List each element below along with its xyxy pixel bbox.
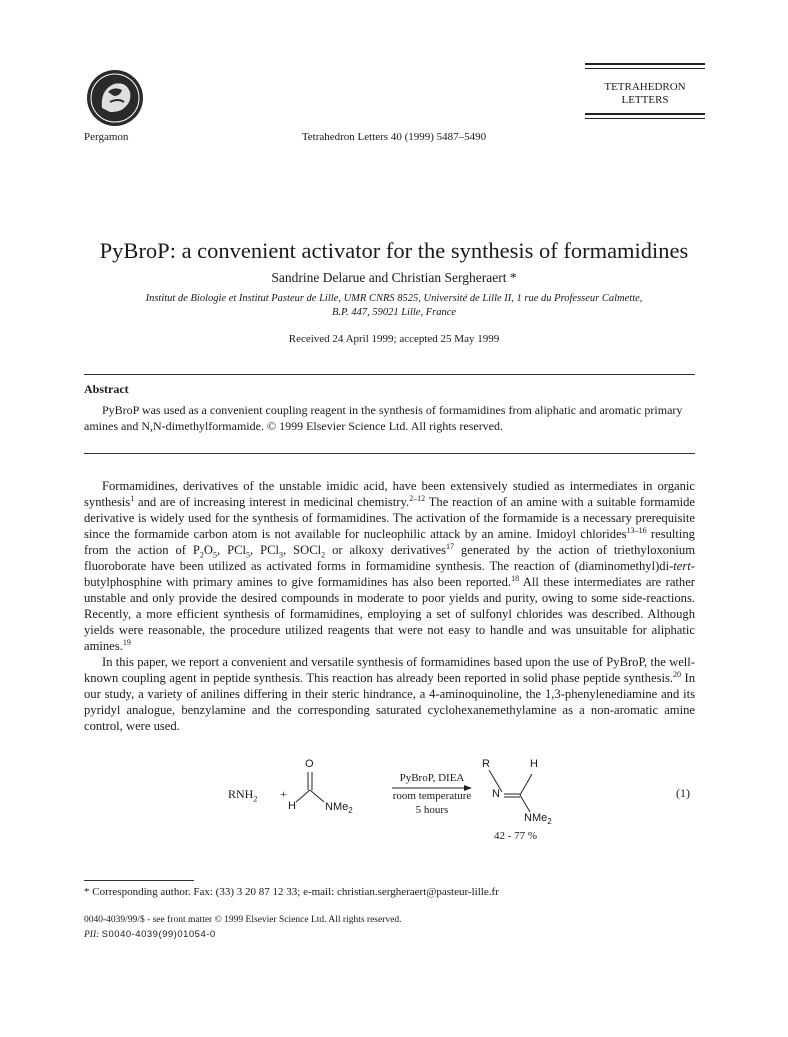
paragraph-2: In this paper, we report a convenient and versatile synthesis of formamidines based upon the use of PyBroP, the well-known coupling agent in peptide synthesis. This reaction has already been reported in solid phase peptide synthesis.$^{20}$ In our study, a variety of anilines differing in their steric hindrance, a 4-aminoquinoline, the 1,3-phenylenediamine and its pyridyl analogue, benzylamine and the corresponding saturated cyclohexanemethylamine as a non-aromatic amine control, were used. [84, 655, 695, 733]
affiliation-line2: B.P. 447, 59021 Lille, France [331, 307, 457, 318]
abstract-heading: Abstract [84, 382, 129, 396]
article-title: PyBroP: a convenient activator for the synthesis of formamidines [99, 238, 689, 263]
author-list: Sandrine Delarue and Christian Sergheraert * [271, 270, 517, 285]
product-hydrogen: H [530, 758, 538, 770]
nme2-group: NMe$_2$ [325, 801, 353, 816]
oxygen-atom: O [305, 758, 314, 770]
nitrogen-atom: N [492, 788, 500, 800]
equation-number: (1) [676, 786, 690, 800]
journal-name-line1: TETRAHEDRON [604, 81, 686, 93]
publisher-name: Pergamon [84, 131, 129, 143]
pii-label: PII: [84, 930, 100, 940]
reaction-time: 5 hours [415, 804, 449, 816]
reaction-temperature: room temperature [392, 790, 472, 802]
affiliation [0, 292, 788, 320]
yield-range: 42 - 77 % [494, 830, 538, 842]
affiliation-line1: Institut de Biologie et Institut Pasteur de Lille, UMR CNRS 8525, Université de Lille II, 1 rue du Professeur Calmette, [145, 293, 643, 304]
journal-citation: Tetrahedron Letters 40 (1999) 5487–5490 [301, 131, 487, 143]
hydrogen-atom: H [288, 800, 296, 812]
body-text [84, 478, 695, 734]
corresponding-author-footnote: * Corresponding author. Fax: (33) 3 20 87 12 33; e-mail: christian.sergheraert@pasteur-lille.fr [84, 886, 499, 898]
paragraph-1: Formamidines, derivatives of the unstable imidic acid, have been extensively studied as intermediates in organic synthesis$^1$ and are of increasing interest in medicinal chemistry.$^{2-12}$ The reaction of an amine with a suitable formamide derivative is widely used for the synthesis of formamidines. The activation of the formamide is a necessary prerequisite since the formamide carbon atom is not available for nucleophilic attack by an amine. Imidoyl chlorides$^{13-16}$ resulting from the action of $P_2O_5$, PCl$_5$, PCl$_3$, SOCl$_2$ or alkoxy derivatives$^{17}$ generated by the action of triethyloxonium fluoroborate have been utilized as activated forms in formamidine synthesis. The reaction of (diaminomethyl)di-tert-butylphosphine with primary amines to give formamidines has also been reported.$^{18}$ All these intermediates are rather unstable and only provide the desired compounds in moderate to poor yields and purity, owing to some side-reactions. Recently, a more efficient synthesis of formamidines, employing a set of sulfonyl chlorides was described. Although yields were reasonable, the procedure utilized reagents that were not easy to handle and was unsuitable for aliphatic amines.$^{19}$ [84, 479, 696, 653]
journal-name-line2: LETTERS [621, 94, 669, 106]
divider-top [84, 374, 695, 375]
pii-line [84, 929, 216, 940]
amine-label: $RNH_2$ [228, 787, 258, 804]
divider-bottom [84, 453, 695, 454]
reaction-scheme [84, 760, 695, 842]
front-matter-line: 0040-4039/99/$ - see front matter © 1999 Elsevier Science Ltd. All rights reserved. [84, 915, 402, 925]
abstract-text: PyBroP was used as a convenient coupling reagent in the synthesis of formamidines from aliphatic and aromatic primary amines and N,N-dimethylformamide. © 1999 Elsevier Science Ltd. All rights reserved. [84, 403, 683, 433]
publisher-logo [80, 68, 150, 128]
plus-sign: + [280, 787, 287, 801]
journal-masthead [585, 60, 705, 122]
footnote-rule [84, 880, 194, 881]
received-dates: Received 24 April 1999; accepted 25 May 1999 [288, 333, 500, 345]
product-nme2: NMe$_2$ [524, 812, 552, 827]
pii-value: S0040-4039(99)01054-0 [101, 929, 216, 940]
r-group: R [482, 758, 490, 770]
reagent-conditions: PyBroP, DIEA [399, 772, 465, 784]
